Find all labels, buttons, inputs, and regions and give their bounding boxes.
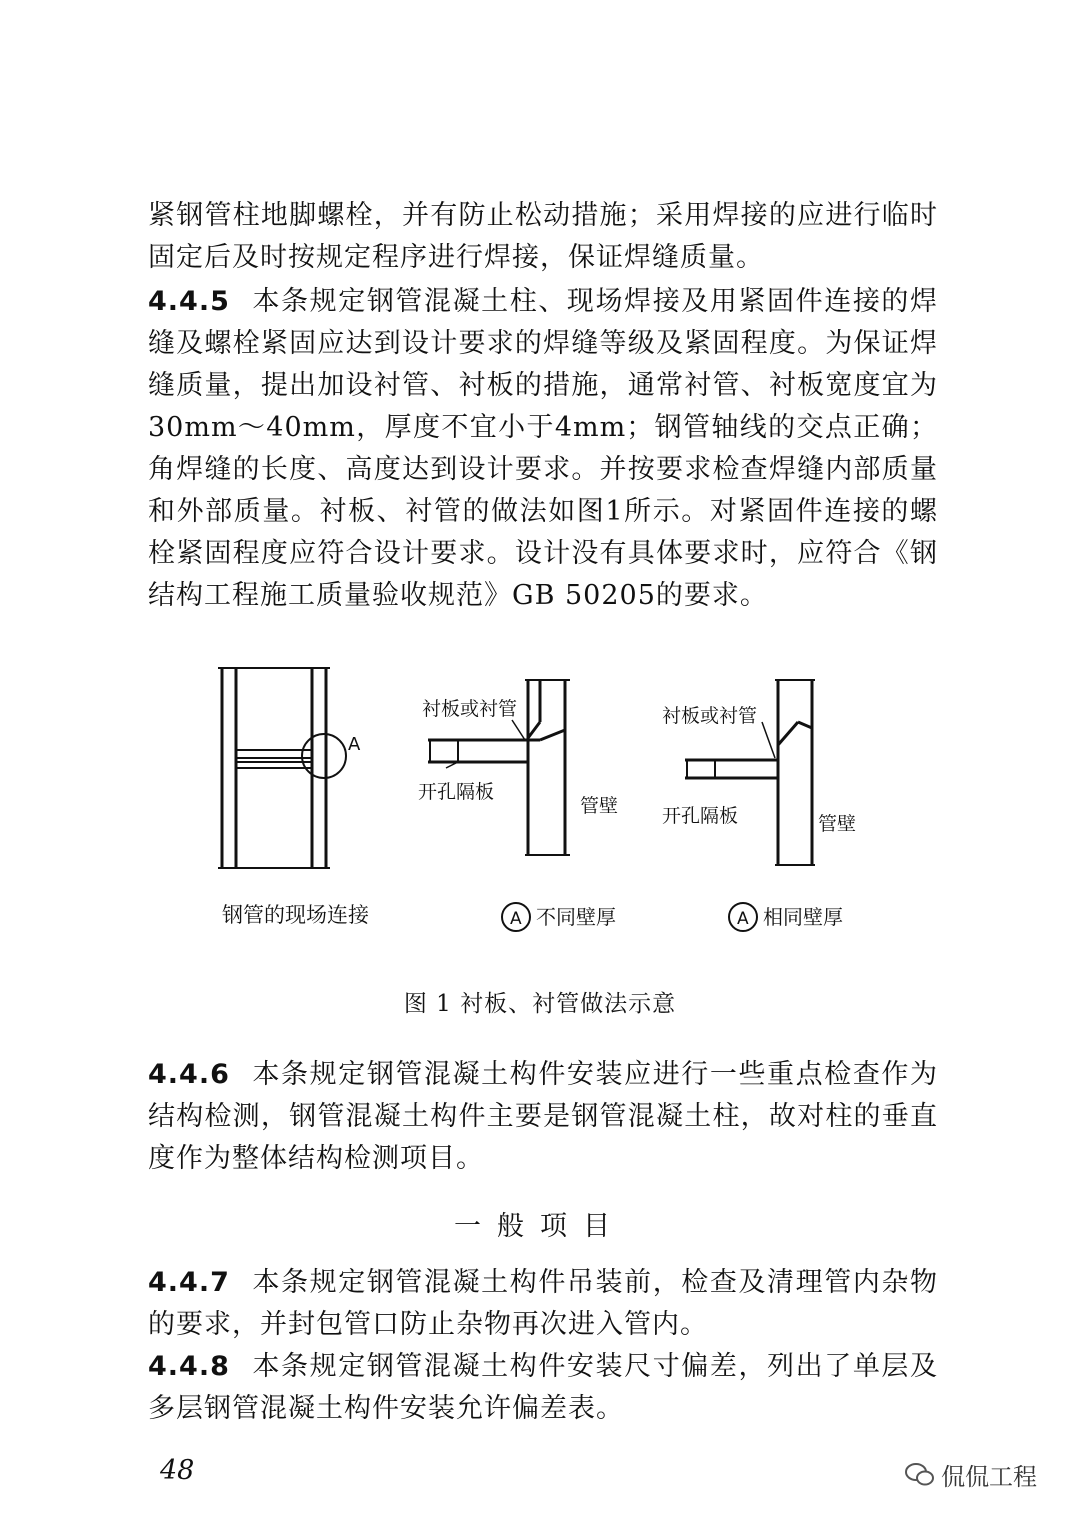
right-label-liner: 衬板或衬管	[662, 705, 758, 727]
paragraph-4-4-8: 4.4.8 本条规定钢管混凝土构件安装尺寸偏差，列出了单层及多层钢管混凝土构件安装允许偏差表。	[148, 1351, 938, 1424]
figure-caption: 图 1 衬板、衬管做法示意	[403, 991, 677, 1017]
mid-label-liner: 衬板或衬管	[422, 698, 518, 720]
paragraph-4-4-7: 4.4.7 本条规定钢管混凝土构件吊装前，检查及清理管内杂物的要求，并封包管口防止杂物再次进入管内。	[148, 1267, 938, 1340]
watermark-text: 侃侃工程	[941, 1463, 1037, 1491]
paragraph-4-4-5: 4.4.5 本条规定钢管混凝土柱、现场焊接及用紧固件连接的焊缝及螺栓紧固应达到设计要求的焊缝等级及紧固程度。为保证焊缝质量，提出加设衬管、衬板的措施，通常衬管、衬板宽度宜为30mm～40mm，厚度不宜小于4mm；钢管轴线的交点正确；角焊缝的长度、高度达到设计要求。并按要求检查焊缝内部质量和外部质量。衬板、衬管的做法如图1所示。对紧固件连接的螺栓紧固程度应符合设计要求。设计没有具体要求时，应符合《钢结构工程施工质量验收规范》GB 50205的要求。	[148, 286, 938, 611]
clause-number: 4.4.8	[148, 1351, 230, 1382]
figure-1	[200, 650, 900, 950]
mid-caption-letter: A	[510, 909, 522, 929]
clause-number: 4.4.6	[148, 1059, 230, 1090]
clause-number: 4.4.5	[148, 286, 230, 317]
clause-number: 4.4.7	[148, 1267, 230, 1298]
right-caption: 相同壁厚	[763, 905, 843, 929]
paragraph-continuation: 紧钢管柱地脚螺栓，并有防止松动措施；采用焊接的应进行临时固定后及时按规定程序进行焊接，保证焊缝质量。	[148, 200, 938, 273]
right-caption-letter: A	[737, 909, 749, 929]
page-number: 48	[160, 1455, 195, 1486]
section-heading: 一般项目	[454, 1211, 626, 1242]
left-caption: 钢管的现场连接	[222, 903, 369, 927]
mid-caption: 不同壁厚	[536, 905, 616, 929]
mid-label-diaphragm: 开孔隔板	[418, 781, 495, 803]
wechat-icon	[905, 1462, 935, 1488]
watermark	[905, 1457, 1037, 1492]
callout-a: A	[348, 734, 361, 755]
right-label-diaphragm: 开孔隔板	[662, 805, 739, 827]
mid-label-wall: 管壁	[580, 795, 619, 817]
paragraph-4-4-6: 4.4.6 本条规定钢管混凝土构件安装应进行一些重点检查作为结构检测，钢管混凝土构件主要是钢管混凝土柱，故对柱的垂直度作为整体结构检测项目。	[148, 1059, 938, 1174]
right-label-wall: 管壁	[818, 813, 857, 835]
